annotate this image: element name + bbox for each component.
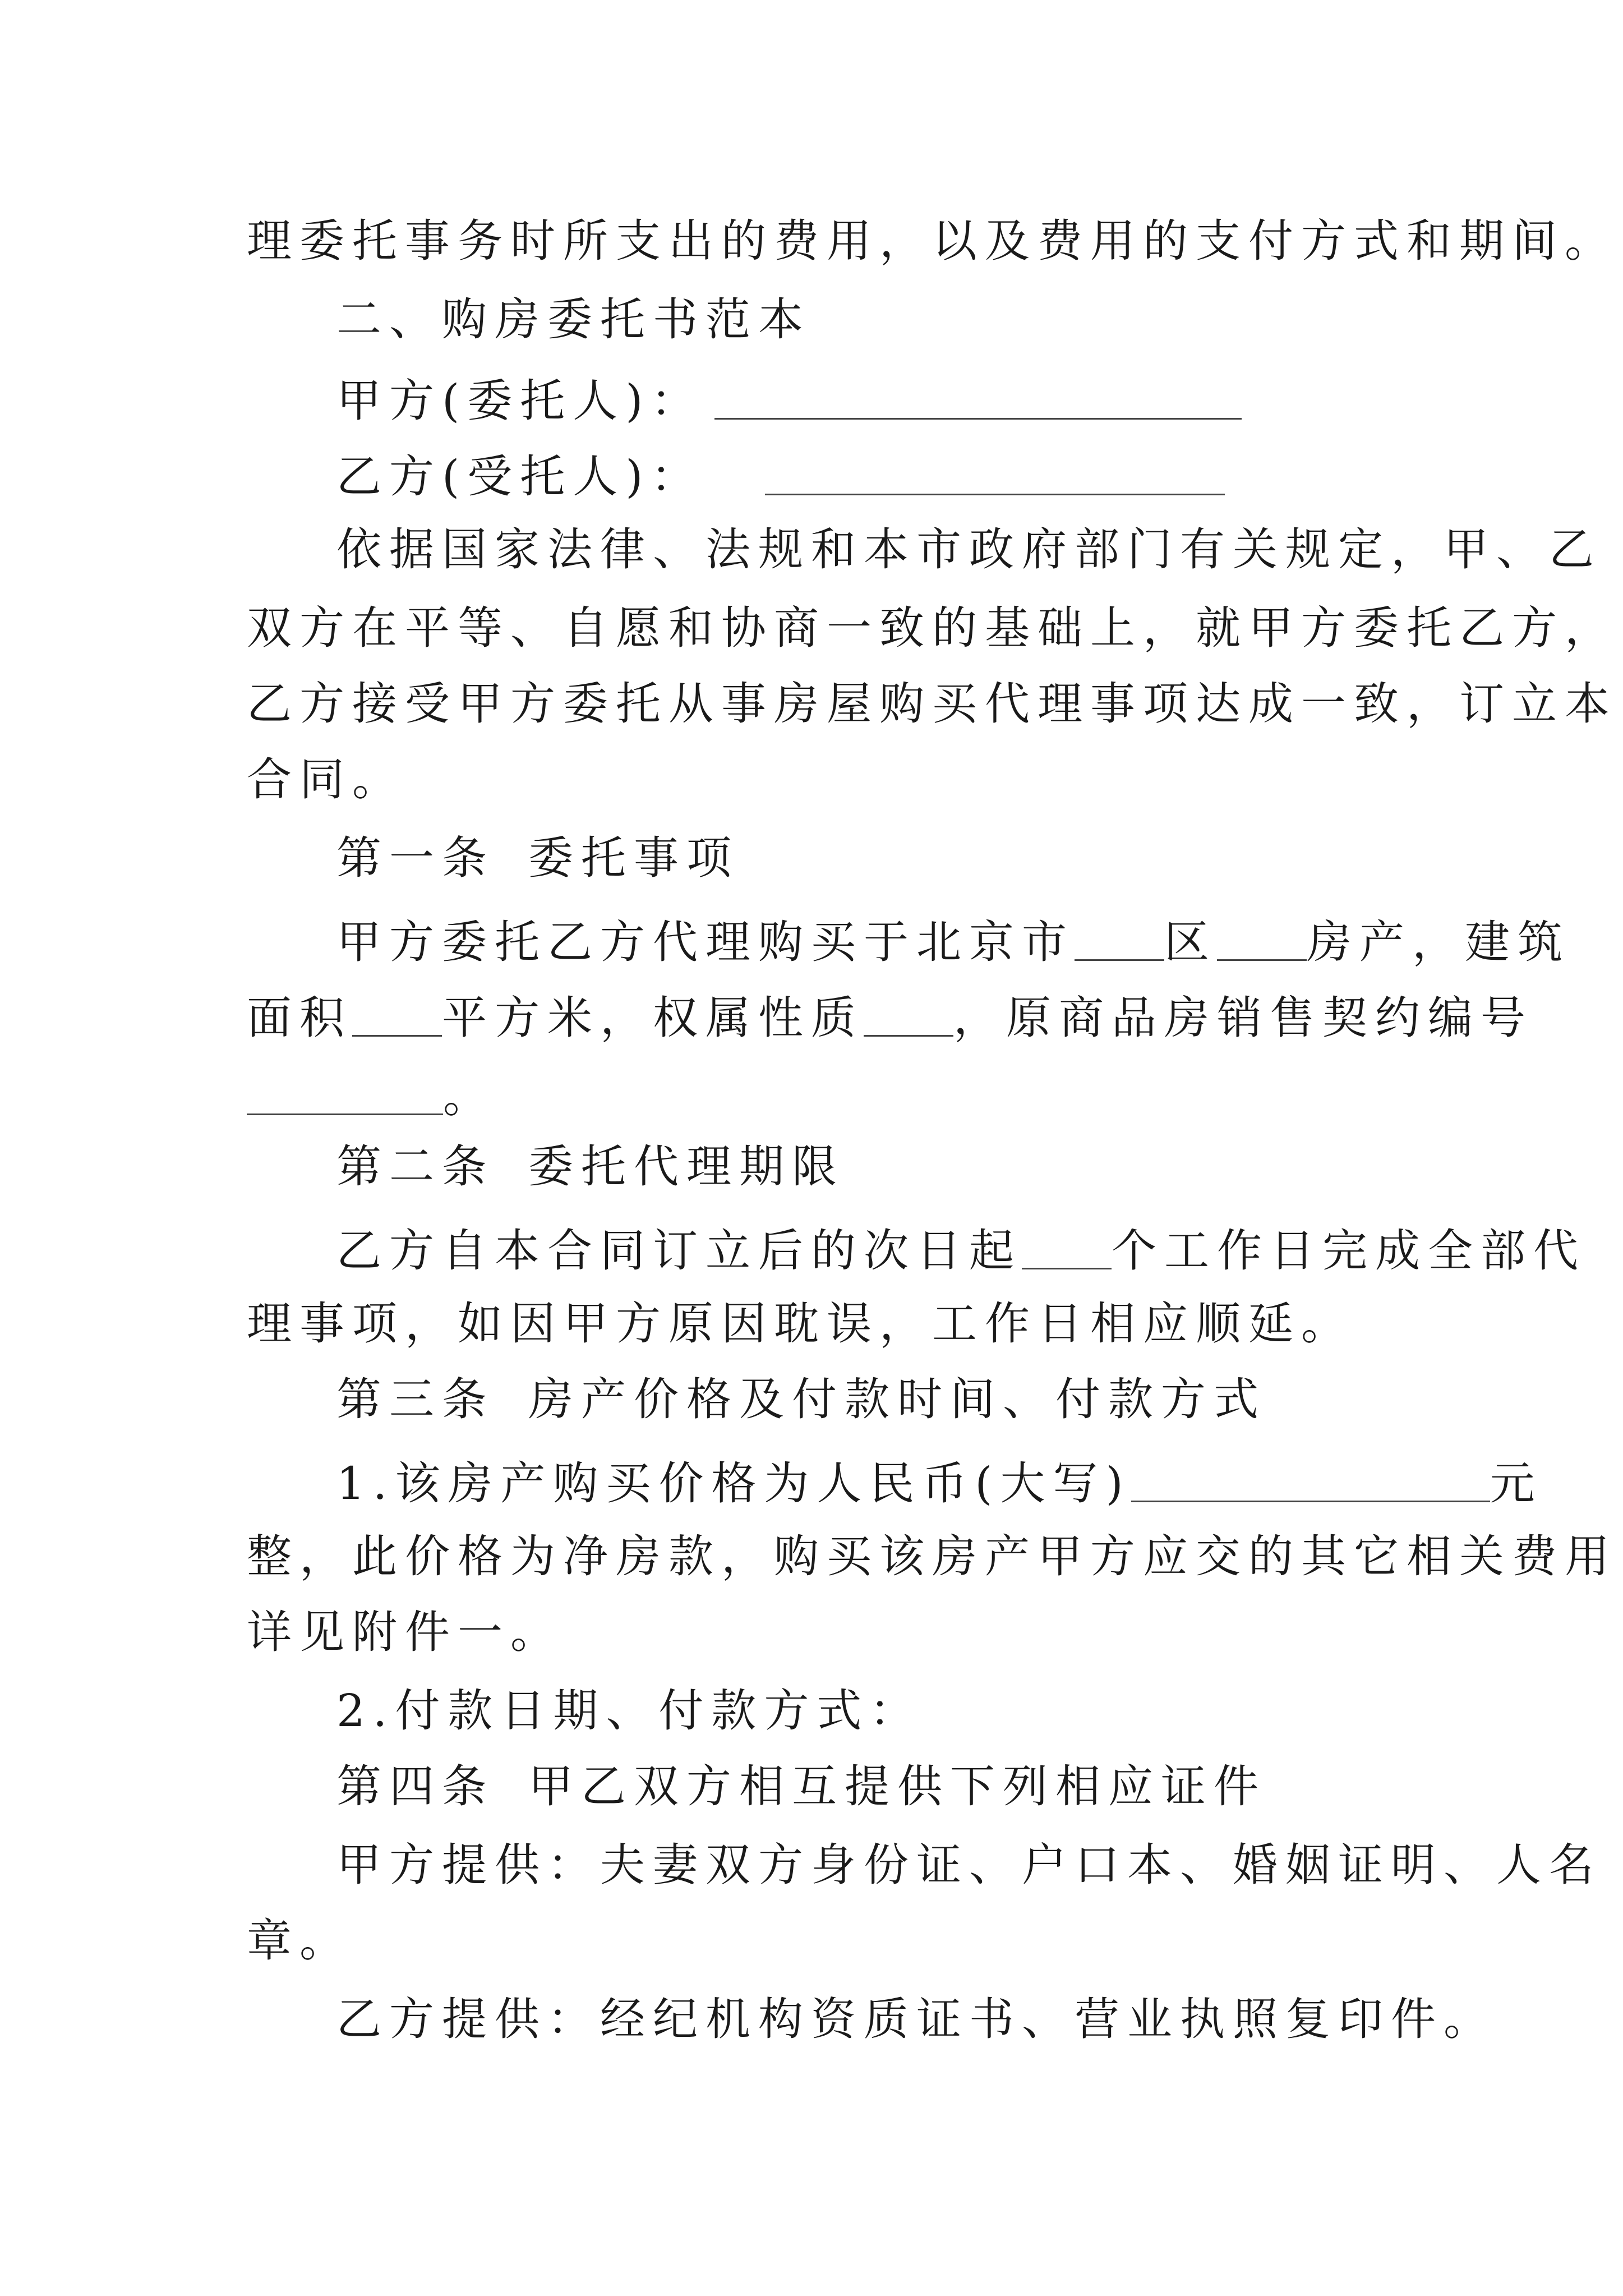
section-heading: 二、购房委托书范本 [336, 293, 811, 346]
paragraph-line: 理委托事务时所支出的费用，以及费用的支付方式和期间。 [247, 215, 1617, 267]
paragraph-line: 乙方提供：经纪机构资质证书、营业执照复印件。 [336, 1993, 1496, 2045]
article-heading: 第二条 委托代理期限 [336, 1140, 845, 1193]
paragraph-line: 详见附件一。 [247, 1606, 563, 1658]
price-blank [1131, 1459, 1490, 1502]
party-b-blank [765, 452, 1225, 495]
paragraph-line: 甲方提供：夫妻双方身份证、户口本、婚姻证明、人名 [336, 1839, 1602, 1891]
article-heading: 第四条 甲乙双方相互提供下列相应证件 [336, 1760, 1266, 1812]
party-a-blank [714, 376, 1242, 420]
workdays-blank [1022, 1226, 1112, 1269]
paragraph-line: 章。 [247, 1915, 352, 1967]
paragraph-line: 理事项，如因甲方原因耽误，工作日相应顺延。 [247, 1297, 1354, 1350]
party-a-line: 甲方(委托人)： [336, 373, 1481, 424]
paragraph-line: 。 [247, 1069, 1391, 1119]
ownership-blank [864, 993, 953, 1037]
paragraph-line: 甲方委托乙方代理购买于北京市 区 房产，建筑 [336, 916, 1570, 968]
property-blank [1217, 918, 1307, 961]
contract-number-blank [247, 1072, 443, 1115]
area-blank [352, 993, 442, 1037]
paragraph-line: 2.付款日期、付款方式： [336, 1685, 923, 1737]
paragraph-line: 合同。 [247, 753, 405, 806]
paragraph-line: 整，此价格为净房款，购买该房产甲方应交的其它相关费用 [247, 1530, 1617, 1582]
paragraph-line: 乙方接受甲方委托从事房屋购买代理事项达成一致，订立本 [247, 678, 1617, 730]
party-b-line: 乙方(受托人)： [336, 449, 1481, 499]
paragraph-line: 依据国家法律、法规和本市政府部门有关规定，甲、乙 [336, 523, 1602, 576]
paragraph-line: 1.该房产购买价格为人民币(大写) 元 [336, 1457, 1543, 1510]
paragraph-line: 乙方自本合同订立后的次日起 个工作日完成全部代 [336, 1225, 1586, 1277]
paragraph-line: 双方在平等、自愿和协商一致的基础上，就甲方委托乙方， [247, 602, 1617, 654]
paragraph-line: 面积 平方米，权属性质 ，原商品房销售契约编号 [247, 992, 1533, 1044]
article-heading: 第一条 委托事项 [336, 832, 739, 884]
article-heading: 第三条 房产价格及付款时间、付款方式 [336, 1373, 1266, 1425]
district-blank [1075, 918, 1164, 961]
